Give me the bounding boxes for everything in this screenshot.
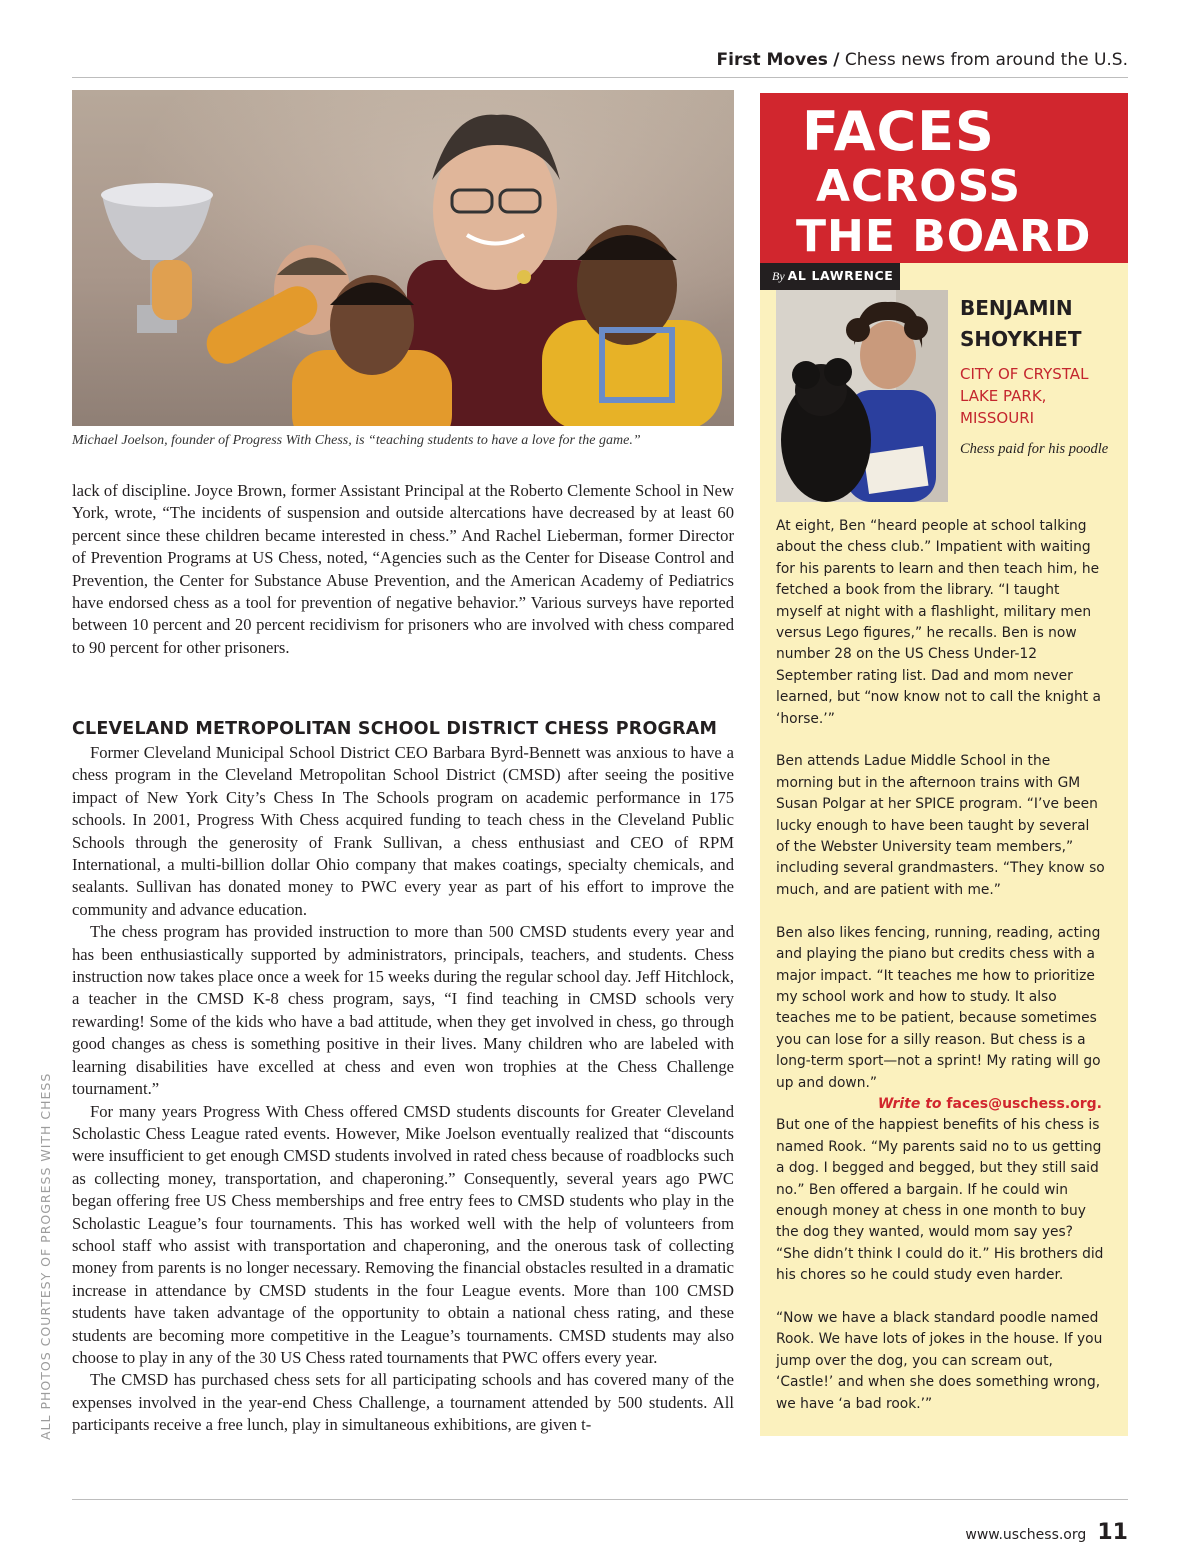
article-paragraph: The CMSD has purchased chess sets for all participating schools and has covered many of the expenses involved in the year-end Chess Challenge, a tournament attended by 500 students. All participants receive a free lunch, play in simultaneous exhibitions, are given t- <box>72 1370 734 1435</box>
sidebar-paragraph: At eight, Ben “heard people at school talking about the chess club.” Impatient with waiting for his parents to learn and then teach him, he fetched a book from the library. “I taught myself at night with a flashlight, military men versus Lego figures,” he recalls. Ben is now number 28 on the US Chess Under-12 September rating list. Dad and mom never learned, but “now know not to call the knight a ‘horse.’” <box>776 518 1102 727</box>
page-header <box>72 50 1128 78</box>
profile-last-name: SHOYKHET <box>960 327 1082 351</box>
sidebar-paragraph: Ben also likes fencing, running, reading, acting and playing the piano but credits chess with a major impact. “It teaches me how to prioritize my school work and how to study. It also teaches me to be patient, because sometimes you can lose for a silly reason. But chess is a long-term sport—not a sprint! My rating will go up and down.” <box>776 924 1101 1091</box>
profile-name <box>960 293 1120 355</box>
sidebar-paragraph: But one of the happiest benefits of his chess is named Rook. “My parents said no to us getting a dog. I begged and begged, but they still said no.” Ben offered a bargain. If he could win enough money at chess in one month to buy the dog they wanted, would mom say yes? “She didn’t think I could do it.” His brothers did his chores so he could study even harder. <box>776 1117 1104 1284</box>
sidebar-title-line: ACROSS <box>816 161 1022 212</box>
sidebar-title-banner <box>760 93 1128 263</box>
profile-photo-illustration <box>776 290 948 502</box>
byline-author: AL LAWRENCE <box>787 268 894 283</box>
page-number: 11 <box>1097 1520 1128 1545</box>
profile-tagline: Chess paid for his poodle <box>960 441 1109 457</box>
header-separator: / <box>833 50 840 70</box>
profile-location: CITY OF CRYSTAL LAKE PARK, MISSOURI <box>960 365 1089 427</box>
write-to-label: Write to <box>877 1096 942 1112</box>
photo-illustration <box>72 90 734 426</box>
section-subtitle: Chess news from around the U.S. <box>844 50 1128 70</box>
photo-caption: Michael Joelson, founder of Progress With Chess, is “teaching students to have a love for the game.” <box>72 433 641 448</box>
footer-rule <box>72 1499 1128 1500</box>
byline <box>760 263 900 290</box>
article-photo <box>72 90 734 426</box>
write-to-line <box>878 1096 1102 1112</box>
sidebar-paragraph: “Now we have a black standard poodle named Rook. We have lots of jokes in the house. If you jump over the dog, you can scream out, ‘Castle!’ and when she does something wrong, we have ‘a bad rook.’” <box>776 1309 1103 1412</box>
section-name: First Moves <box>716 50 828 70</box>
article-body <box>72 742 734 1437</box>
photo-credit: ALL PHOTOS COURTESY OF PROGRESS WITH CHESS <box>38 1072 53 1440</box>
header-rule <box>72 77 1128 78</box>
sidebar-title-line: THE BOARD <box>796 211 1092 262</box>
website-url[interactable]: www.uschess.org <box>965 1527 1087 1543</box>
section-heading: CLEVELAND METROPOLITAN SCHOOL DISTRICT CHESS PROGRAM <box>72 719 718 739</box>
article-paragraph: Former Cleveland Municipal School District CEO Barbara Byrd-Bennett was anxious to have a chess program in the Cleveland Metropolitan School District (CMSD) after seeing the positive impact of New York City’s Chess In The Schools program on academic performance in 175 schools. In 2001, Progress With Chess acquired funding to teach chess in the Cleveland Public Schools through the generosity of Frank Sullivan, a chess enthusiast and CEO of RPM International, a multi-billion dollar Ohio company that makes coatings, specialty chemicals, and sealants. Sullivan has donated money to PWC every year as part of his effort to improve the community and advance education. <box>72 743 734 919</box>
article-paragraph: lack of discipline. Joyce Brown, former Assistant Principal at the Roberto Clemente School in New York, wrote, “The incidents of suspension and outside altercations have decreased by at least 60 percent since these children became interested in chess.” And Rachel Lieberman, former Director of Prevention Programs at US Chess, noted, “Agencies such as the Center for Disease Control and Prevention, the Center for Substance Abuse Prevention, and the American Academy of Pediatrics have endorsed chess as a tool for prevention of negative behavior.” Various surveys have reported between 10 percent and 20 percent recidivism for prisoners who are involved with chess compared to 90 percent for other prisoners. <box>72 481 734 657</box>
faces-sidebar <box>760 93 1128 1436</box>
article-paragraph: For many years Progress With Chess offered CMSD students discounts for Greater Cleveland Scholastic Chess League rated events. However, Mike Joelson eventually realized that “discounts were insufficient to get enough CMSD students involved in rated chess because of roadblocks such as collecting money, transportation, and chaperoning.” Consequently, several years ago PWC began offering free US Chess memberships and free entry fees to CMSD students who play in the Scholastic League’s four tournaments. This has worked well with the help of volunteers from school staff who assist with transportation and chaperoning, and the onerous task of collecting money from parents is no longer necessary. Removing the financial obstacles resulted in a dramatic increase in attendance by CMSD students in the four League events. More than 100 CMSD students have taken advantage of the opportunity to obtain a national chess rating, and these students are becoming more competitive in the League’s tournaments. CMSD students may also choose to play in any of the 30 US Chess rated tournaments that PWC offers every year. <box>72 1101 734 1367</box>
page-footer <box>965 1520 1128 1545</box>
article-paragraph: The chess program has provided instruction to more than 500 CMSD students every year and has been enthusiastically supported by administrators, principals, teachers, and students. Chess instruction now takes place once a week for 15 weeks during the regular school day. Jeff Hitchlock, a teacher in the CMSD K-8 chess program, says, “I find teaching in CMSD schools very rewarding! Some of the kids who have a bad attitude, when they get involved in chess, go through good changes as chess is something positive in their lives. Many children who are labeled with learning disabilities have excelled at chess and even won trophies at the Chess Challenge tournament.” <box>72 922 734 1099</box>
sidebar-body <box>776 516 1106 1436</box>
profile-first-name: BENJAMIN <box>960 296 1073 320</box>
profile-photo <box>776 290 948 502</box>
byline-prefix: By <box>772 269 785 283</box>
sidebar-title-line: FACES <box>802 100 995 163</box>
contact-email-link[interactable]: faces@uschess.org. <box>946 1096 1102 1112</box>
sidebar-paragraph: Ben attends Ladue Middle School in the morning but in the afternoon trains with GM Susan Polgar at her SPICE program. “I’ve been lucky enough to have been taught by several of the Webster University team members,” including several grandmasters. “They know so much, and are patient with me.” <box>776 753 1105 898</box>
